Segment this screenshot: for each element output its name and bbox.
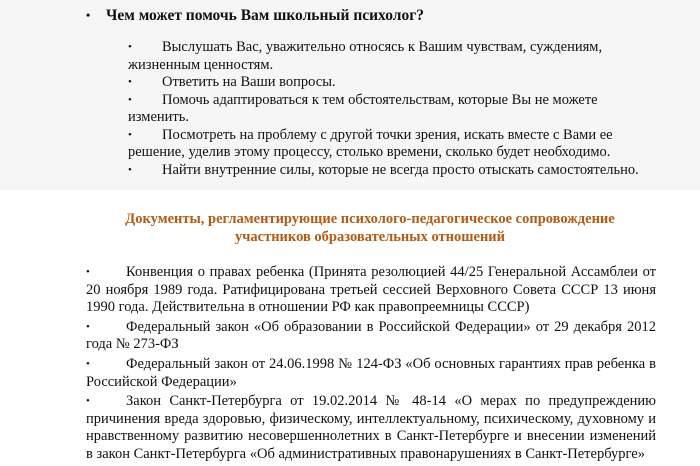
heading-bullet: • [86,8,91,22]
help-list-item [128,92,656,127]
document-list-item [86,264,656,317]
document-list-item [86,319,656,354]
help-section-heading [86,7,424,25]
documents-section-title [120,210,620,246]
list-bullet: • [86,395,90,408]
help-item-text: Ответить на Ваши вопросы. [162,74,336,90]
documents-list [86,264,656,466]
heading-text: Чем может помочь Вам школьный психолог? [106,7,424,24]
document-item-text: Федеральный закон «Об образовании в Российской Федерации» от 29 декабря 2012 года № 273-ФЗ [86,318,656,353]
help-list [128,39,656,179]
documents-title-line-1: Документы, регламентирующие психолого-педагогическое сопровождение [125,211,615,227]
help-item-text: Посмотреть на проблему с другой точки зрения, искать вместе с Вами ее решение, уделив этому процессу, столько времени, сколько будет необходимо. [128,126,613,160]
list-bullet: • [128,41,132,53]
help-list-item [128,162,656,180]
documents-title-line-2: участников образовательных отношений [234,229,506,245]
document-item-text: Конвенция о правах ребенка (Принята резолюцией 44/25 Генеральной Ассамблеи от 20 ноября 1989 года. Ратифицирована третьей сессией Верховного Совета СССР 13 июня 1990 года. Действительна в отношении РФ как правопреемницы СССР) [86,264,656,316]
help-list-item [128,127,656,162]
list-bullet: • [128,163,132,176]
document-item-text: Федеральный закон от 24.06.1998 № 124-ФЗ «Об основных гарантиях прав ребенка в Российской Федерации» [86,355,656,390]
help-list-item [128,74,656,92]
help-list-item [128,39,656,74]
list-bullet: • [86,357,90,370]
list-bullet: • [86,266,90,278]
help-item-text: Найти внутренние силы, которые не всегда просто отыскать самостоятельно. [162,161,639,178]
document-list-item [86,393,656,463]
help-item-text: Выслушать Вас, уважительно относясь к Вашим чувствам, суждениям, жизненным ценностям. [128,39,603,73]
list-bullet: • [128,128,132,141]
list-bullet: • [128,76,132,88]
document-item-text: Закон Санкт-Петербурга от 19.02.2014 № 48-14 «О мерах по предупреждению причинения вреда здоровью, физическому, интеллектуальному, психическому, духовному и нравственному развитию несовершеннолетних в Санкт-Петербурге и внесении изменений в закон Санкт-Петербурга «Об административных правонарушениях в Санкт-Петербурге» [86,393,656,462]
list-bullet: • [86,320,90,333]
list-bullet: • [128,93,132,106]
help-item-text: Помочь адаптироваться к тем обстоятельствам, которые Вы не можете изменить. [128,91,598,125]
document-list-item [86,356,656,391]
